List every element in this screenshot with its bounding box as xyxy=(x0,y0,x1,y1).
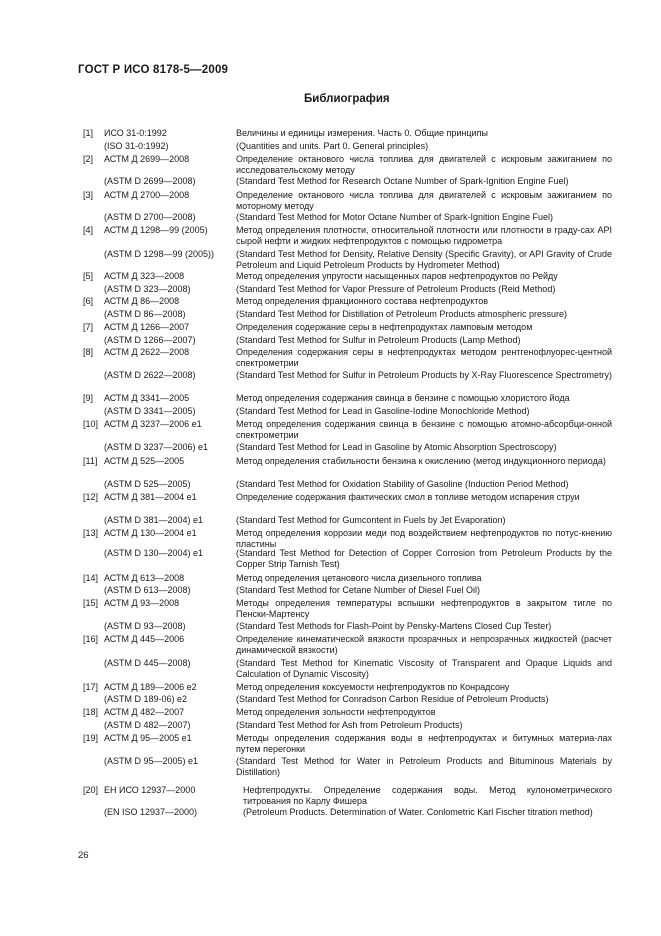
page-number: 26 xyxy=(78,850,89,861)
entry-number: [9] xyxy=(83,393,94,403)
standard-title: Определение октанового числа топлива для двигателей с искровым зажиганием по исследовательскому методу xyxy=(236,154,612,175)
entry-number: [11] xyxy=(83,456,98,466)
entry-number: [18] xyxy=(83,707,99,717)
standard-title: Величины и единицы измерения. Часть 0. Общие принципы xyxy=(236,128,488,138)
standard-code: (ASTM D 3237—2006) е1 xyxy=(104,442,209,452)
entry-number: [16] xyxy=(83,634,99,644)
standard-code: АСТМ Д 189—2006 е2 xyxy=(104,682,197,692)
standard-code: АСТМ Д 3237—2006 е1 xyxy=(104,419,202,429)
standard-code: АСТМ Д 381—2004 е1 xyxy=(104,492,197,502)
standard-title: (Standard Test Method for Kinematic Viscosity of Transparent and Opaque Liquids and Calculation of Dynamic Viscosity) xyxy=(236,658,612,679)
standard-code: ИСО 31-0:1992 xyxy=(104,128,167,138)
standard-title: Метод определения плотности, относительной плотности или плотности в граду-сах API сырой нефти и жидких нефтепродуктов с помощью гидрометра xyxy=(236,225,612,246)
standard-code: АСТМ Д 1266—2007 xyxy=(104,322,190,332)
standard-title: (Standard Test Method for Lead in Gasoline by Atomic Absorption Spectroscopy) xyxy=(236,442,557,452)
standard-title: Метод определения коррозии меди под воздействием нефтепродуктов по потус-кнению пластины xyxy=(236,528,612,549)
standard-title: (Standard Test Method for Cetane Number of Diesel Fuel Oil) xyxy=(236,585,480,595)
standard-code: (ASTM D 1298—99 (2005)) xyxy=(104,249,215,259)
standard-code: АСТМ Д 1298—99 (2005) xyxy=(104,225,208,235)
standard-title: Определение октанового числа топлива для двигателей с искровым зажиганием по моторному методу xyxy=(236,190,612,211)
standard-title: (Standard Test Method for Sulfur in Petroleum Products by X-Ray Fluorescence Spectrometry) xyxy=(236,370,612,380)
standard-code: (ASTM D 86—2008) xyxy=(104,309,186,319)
entry-number: [1] xyxy=(83,128,94,138)
entry-number: [7] xyxy=(83,322,94,332)
standard-code: АСТМ Д 2699—2008 xyxy=(104,154,190,164)
standard-code: ЕН ИСО 12937—2000 xyxy=(104,785,196,795)
standard-title: Определения содержания серы в нефтепродуктах методом рентгенофлуорес-центной спектрометрии xyxy=(236,347,612,368)
standard-title: (Petroleum Products. Determination of Water. Conlometric Karl Fischer titration method) xyxy=(243,807,593,817)
standard-code: (ASTM D 2699—2008) xyxy=(104,176,196,186)
standard-title: (Standard Test Method for Water in Petroleum Products and Bituminous Materials by Distillation) xyxy=(236,756,612,777)
standard-title: (Standard Test Method for Oxidation Stability of Gasoline (Induction Period Method) xyxy=(236,479,569,489)
standard-code: (ASTM D 3341—2005) xyxy=(104,406,196,416)
standard-code: АСТМ Д 95—2005 е1 xyxy=(104,733,192,743)
standard-title: Метод определения содержания свинца в бензине с помощью атомно-абсорбци-онной спектрометрии xyxy=(236,419,612,440)
entry-number: [19] xyxy=(83,733,99,743)
standard-code: АСТМ Д 2700—2008 xyxy=(104,190,190,200)
entry-number: [8] xyxy=(83,347,94,357)
standard-code: (ASTM D 381—2004) е1 xyxy=(104,515,204,525)
standard-title: (Standard Test Method for Lead in Gasoline-Iodine Monochloride Method) xyxy=(236,406,530,416)
standard-code: (ASTM D 130—2004) е1 xyxy=(104,548,204,558)
standard-code: (ASTM D 1266—2007) xyxy=(104,335,196,345)
standard-code: АСТМ Д 2622—2008 xyxy=(104,347,190,357)
standard-title: Метод определения содержания свинца в бензине с помощью хлористого йода xyxy=(236,393,570,403)
standard-code: АСТМ Д 613—2008 xyxy=(104,573,185,583)
standard-title: Метод определения упругости насыщенных паров нефтепродуктов по Рейду xyxy=(236,271,558,281)
standard-title: Нефтепродукты. Определение содержания воды. Метод кулонометрического титрования по Карлу Фишера xyxy=(243,785,612,806)
standard-code: (ASTM D 323—2008) xyxy=(104,284,191,294)
standard-title: (Standard Test Method for Research Octane Number of Spark-Ignition Engine Fuel) xyxy=(236,176,569,186)
standard-code: АСТМ Д 445—2006 xyxy=(104,634,185,644)
standard-title: (Standard Test Methods for Flash-Point by Pensky-Martens Closed Cup Tester) xyxy=(236,621,552,631)
entry-number: [4] xyxy=(83,225,94,235)
standard-code: (EN ISO 12937—2000) xyxy=(104,807,198,817)
standard-code: (ISO 31-0:1992) xyxy=(104,141,169,151)
standard-code: (ASTM D 2700—2008) xyxy=(104,212,196,222)
standard-code: АСТМ Д 130—2004 е1 xyxy=(104,528,197,538)
standard-title: Метод определения стабильности бензина к окислению (метод индукционного периода) xyxy=(236,456,606,466)
standard-code: АСТМ Д 482—2007 xyxy=(104,707,185,717)
entry-number: [2] xyxy=(83,154,94,164)
standard-code: АСТМ Д 86—2008 xyxy=(104,296,180,306)
standard-title: (Standard Test Method for Density, Relative Density (Specific Gravity), or API Gravity of Crude Petroleum and Liquid Petroleum Products by Hydrometer Method) xyxy=(236,249,612,270)
standard-title: (Standard Test Method for Gumcontent in Fuels by Jet Evaporation) xyxy=(236,515,506,525)
standard-title: Методы определения содержания воды в нефтепродуктах и битумных материа-лах путем перегонки xyxy=(236,733,612,754)
entry-number: [3] xyxy=(83,190,94,200)
entry-number: [12] xyxy=(83,492,99,502)
standard-code: (ASTM D 613—2008) xyxy=(104,585,191,595)
standard-title: Метод определения коксуемости нефтепродуктов по Конрадсону xyxy=(236,682,510,692)
standard-code: АСТМ Д 525—2005 xyxy=(104,456,185,466)
standard-code: (ASTM D 189-06) е2 xyxy=(104,694,188,704)
section-title: Библиография xyxy=(304,93,390,105)
standard-code: АСТМ Д 3341—2005 xyxy=(104,393,190,403)
standard-title: Определения содержание серы в нефтепродуктах ламповым методом xyxy=(236,322,533,332)
standard-title: Определение кинематической вязкости прозрачных и непрозрачных жидкостей (расчет динамической вязкости) xyxy=(236,634,612,655)
standard-title: (Standard Test Method for Vapor Pressure of Petroleum Products (Reid Method) xyxy=(236,284,556,294)
standard-title: (Standard Test Method for Sulfur in Petroleum Products (Lamp Method) xyxy=(236,335,521,345)
standard-title: Определение содержания фактических смол в топливе методом испарения струи xyxy=(236,492,580,502)
standard-title: Метод определения фракционного состава нефтепродуктов xyxy=(236,296,489,306)
entry-number: [10] xyxy=(83,419,99,429)
entry-number: [20] xyxy=(83,785,99,795)
standard-title: (Standard Test Method for Detection of Copper Corrosion from Petroleum Products by the Copper Strip Tarnish Test) xyxy=(236,548,612,569)
standard-title: (Quantities and units. Part 0. General principles) xyxy=(236,141,429,151)
standard-code: АСТМ Д 323—2008 xyxy=(104,271,185,281)
standard-code: (ASTM D 95—2005) е1 xyxy=(104,756,199,766)
entry-number: [6] xyxy=(83,296,94,306)
standard-title: (Standard Test Method for Distillation of Petroleum Products atmospheric pressure) xyxy=(236,309,567,319)
standard-code: (ASTM D 93—2008) xyxy=(104,621,186,631)
standard-title: Методы определения температуры вспышки нефтепродуктов в закрытом тигле по Пенски-Мартенсу xyxy=(236,598,612,619)
entry-number: [13] xyxy=(83,528,99,538)
standard-code: (ASTM D 2622—2008) xyxy=(104,370,196,380)
document-header: ГОСТ Р ИСО 8178-5—2009 xyxy=(78,64,229,76)
standard-title: (Standard Test Method for Conradson Carbon Residue of Petroleum Products) xyxy=(236,694,549,704)
standard-code: (ASTM D 525—2005) xyxy=(104,479,191,489)
entry-number: [14] xyxy=(83,573,99,583)
entry-number: [5] xyxy=(83,271,94,281)
standard-code: АСТМ Д 93—2008 xyxy=(104,598,180,608)
standard-title: (Standard Test Method for Ash from Petroleum Products) xyxy=(236,720,463,730)
standard-code: (ASTM D 445—2008) xyxy=(104,658,191,668)
standard-code: (ASTM D 482—2007) xyxy=(104,720,191,730)
entry-number: [17] xyxy=(83,682,99,692)
standard-title: Метод определения цетанового числа дизельного топлива xyxy=(236,573,482,583)
standard-title: (Standard Test Method for Motor Octane Number of Spark-Ignition Engine Fuel) xyxy=(236,212,553,222)
standard-title: Метод определения зольности нефтепродуктов xyxy=(236,707,436,717)
entry-number: [15] xyxy=(83,598,99,608)
